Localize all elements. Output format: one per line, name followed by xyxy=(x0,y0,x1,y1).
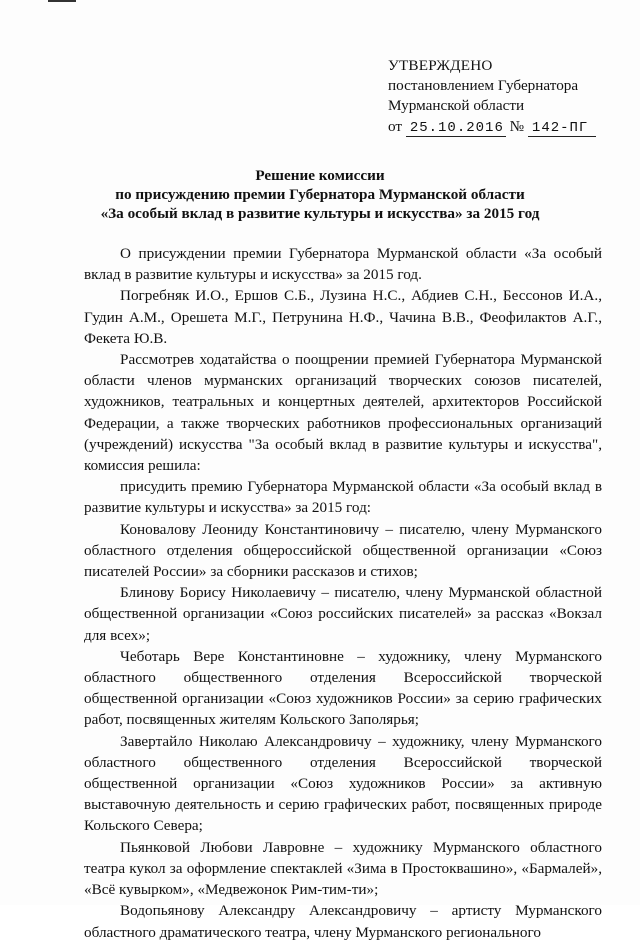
paragraph-subject: О присуждении премии Губернатора Мурманской области «За особый вклад в развитие культуры и искусства» за 2015 год. xyxy=(84,245,602,284)
paragraph-laureate-vodopyanov: Водопьянову Александру Александровичу – артисту Мурманского областного драматического театра, члену Мурманского регионального xyxy=(84,902,602,941)
decree-date: 25.10.2016 xyxy=(406,120,506,137)
paragraph-laureate-blinov: Блинову Борису Николаевичу – писателю, члену Мурманской областной общественной организации «Союз российских писателей» за рассказ «Вокзал для всех»; xyxy=(84,584,602,644)
date-prefix: от xyxy=(388,118,403,135)
document-body xyxy=(84,243,602,943)
scan-artifact-mark xyxy=(48,0,76,2)
paragraph-award-decision: присудить премию Губернатора Мурманской области «За особый вклад в развитие культуры и искусства» за 2015 год: xyxy=(84,478,602,517)
heading-line-2: по присуждению премии Губернатора Мурманской области xyxy=(115,186,525,203)
paragraph-considered: Рассмотрев ходатайства о поощрении премией Губернатора Мурманской области членов мурманских организаций творческих союзов писателей, художников, театральных и концертных деятелей, архитекторов Российской Федерации, а также творческих работников профессиональных организаций (учреждений) искусства "За особый вклад в развитие культуры и искусства", комиссия решила: xyxy=(84,351,602,475)
paragraph-laureate-zavertailo: Завертайло Николаю Александровичу – художнику, члену Мурманского областного общественного отделения Всероссийской творческой общественной организации «Союз художников России» за активную выставочную деятельность и серию графических работ, посвященных природе Кольского Севера; xyxy=(84,732,602,835)
number-prefix: № xyxy=(509,118,525,135)
approval-date-number-line xyxy=(388,117,596,137)
heading-line-1: Решение комиссии xyxy=(255,167,385,184)
paragraph-laureate-pyankova: Пьянковой Любови Лавровне – художнику Мурманского областного театра кукол за оформление спектаклей «Зима в Простоквашино», «Бармалей», «Всё кувырком», «Медвежонок Рим-тим-ти»; xyxy=(84,838,602,899)
approved-label: УТВЕРЖДЕНО xyxy=(388,57,493,74)
heading-line-3: «За особый вклад в развитие культуры и искусства» за 2015 год xyxy=(100,205,540,222)
paragraph-commission-members: Погребняк И.О., Ершов С.Б., Лузина Н.С., Абдиев С.Н., Бессонов И.А., Гудин А.М., Орешета М.Г., Петрунина Н.Ф., Чачина В.В., Феофилактов А.Г., Фекета Ю.В. xyxy=(84,287,602,347)
approval-region-line: Мурманской области xyxy=(388,97,525,114)
decree-number: 142-ПГ xyxy=(528,120,596,137)
paragraph-laureate-konovalov: Коновалову Леониду Константиновичу – писателю, члену Мурманского областного отделения общероссийской общественной организации «Союз писателей России» за сборники рассказов и стихов; xyxy=(84,520,602,581)
approval-decree-line: постановлением Губернатора xyxy=(388,77,579,94)
document-heading xyxy=(40,166,600,223)
approval-stamp-block xyxy=(388,56,596,137)
paragraph-laureate-chebotar: Чеботарь Вере Константиновне – художнику, члену Мурманского областного общественного отделения Всероссийской творческой общественной организации «Союз художников России» за серию графических работ, посвященных жителям Кольского Заполярья; xyxy=(84,647,602,729)
